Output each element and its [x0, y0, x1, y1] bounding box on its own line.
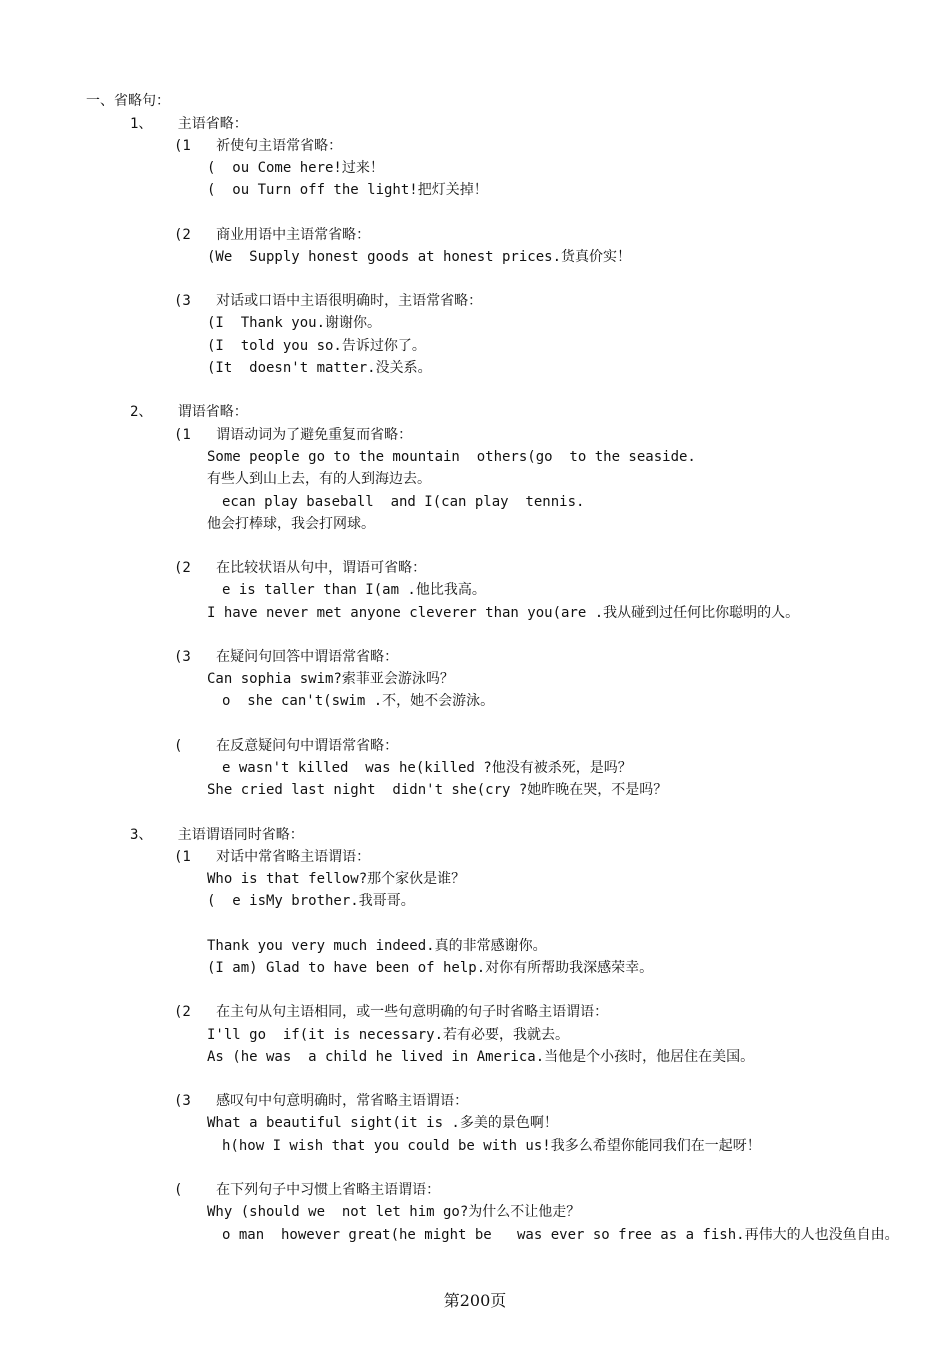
example-line: I have never met anyone cleverer than you(are .我从碰到过任何比你聪明的人。 [207, 605, 800, 621]
subheading-avoid-repetition: (1 谓语动词为了避免重复而省略： [174, 427, 413, 443]
example-line: ( ou Turn off the light!把灯关掉！ [207, 182, 488, 198]
heading-predicate-omission: 2、 谓语省略： [130, 404, 248, 420]
example-line: Why (should we not let him go?为什么不让他走？ [207, 1204, 581, 1220]
subheading-dialogue-both: (1 对话中常省略主语谓语： [174, 849, 371, 865]
subheading-exclamatory: (3 感叹句中句意明确时，常省略主语谓语： [174, 1093, 469, 1109]
example-line: She cried last night didn't she(cry ?她昨晚在哭，不是吗？ [207, 782, 668, 798]
example-line: 有些人到山上去，有的人到海边去。 [207, 471, 431, 487]
example-line: h(how I wish that you could be with us!我多么希望你能同我们在一起呀！ [222, 1138, 761, 1154]
example-line: e wasn't killed was he(killed ?他没有被杀死，是吗？ [222, 760, 632, 776]
subheading-habitual: ( 在下列句子中习惯上省略主语谓语： [174, 1182, 441, 1198]
example-line: Who is that fellow?那个家伙是谁？ [207, 871, 466, 887]
example-line: (I am) Glad to have been of help.对你有所帮助我深感荣幸。 [207, 960, 654, 976]
subheading-same-subject: (2 在主句从句主语相同，或一些句意明确的句子时省略主语谓语： [174, 1004, 609, 1020]
example-line: Can sophia swim?索菲亚会游泳吗？ [207, 671, 454, 687]
subheading-answers: (3 在疑问句回答中谓语常省略： [174, 649, 399, 665]
example-line: Thank you very much indeed.真的非常感谢你。 [207, 938, 547, 954]
example-line: (I Thank you.谢谢你。 [207, 315, 382, 331]
example-line: ( ou Come here!过来！ [207, 160, 384, 176]
example-line: (I told you so.告诉过你了。 [207, 338, 426, 354]
subheading-business: (2 商业用语中主语常省略： [174, 227, 371, 243]
page-number: 第200页 [443, 1291, 507, 1310]
example-line: What a beautiful sight(it is .多美的景色啊！ [207, 1115, 558, 1131]
subheading-dialogue: (3 对话或口语中主语很明确时，主语常省略： [174, 293, 483, 309]
heading-subject-predicate-omission: 3、 主语谓语同时省略： [130, 827, 304, 843]
example-line: ( e isMy brother.我哥哥。 [207, 893, 415, 909]
subheading-imperative: (1 祈使句主语常省略： [174, 138, 343, 154]
example-line: 他会打棒球，我会打网球。 [207, 516, 375, 532]
example-line: I'll go if(it is necessary.若有必要，我就去。 [207, 1027, 570, 1043]
section-title: 一、省略句： [86, 93, 170, 109]
heading-subject-omission: 1、 主语省略： [130, 116, 248, 132]
example-line: ecan play baseball and I(can play tennis. [222, 494, 585, 510]
example-line: o she can't(swim .不，她不会游泳。 [222, 693, 495, 709]
example-line: As (he was a child he lived in America.当他是个小孩时，他居住在美国。 [207, 1049, 755, 1065]
example-line: o man however great(he might be was ever so free as a fish.再伟大的人也没鱼自由。 [222, 1227, 899, 1243]
subheading-comparative: (2 在比较状语从句中，谓语可省略： [174, 560, 427, 576]
example-line: (We Supply honest goods at honest prices.货真价实！ [207, 249, 632, 265]
example-line: Some people go to the mountain others(go to the seaside. [207, 449, 696, 465]
example-line: (It doesn't matter.没关系。 [207, 360, 432, 376]
subheading-tag-questions: ( 在反意疑问句中谓语常省略： [174, 738, 399, 754]
example-line: e is taller than I(am .他比我高。 [222, 582, 486, 598]
